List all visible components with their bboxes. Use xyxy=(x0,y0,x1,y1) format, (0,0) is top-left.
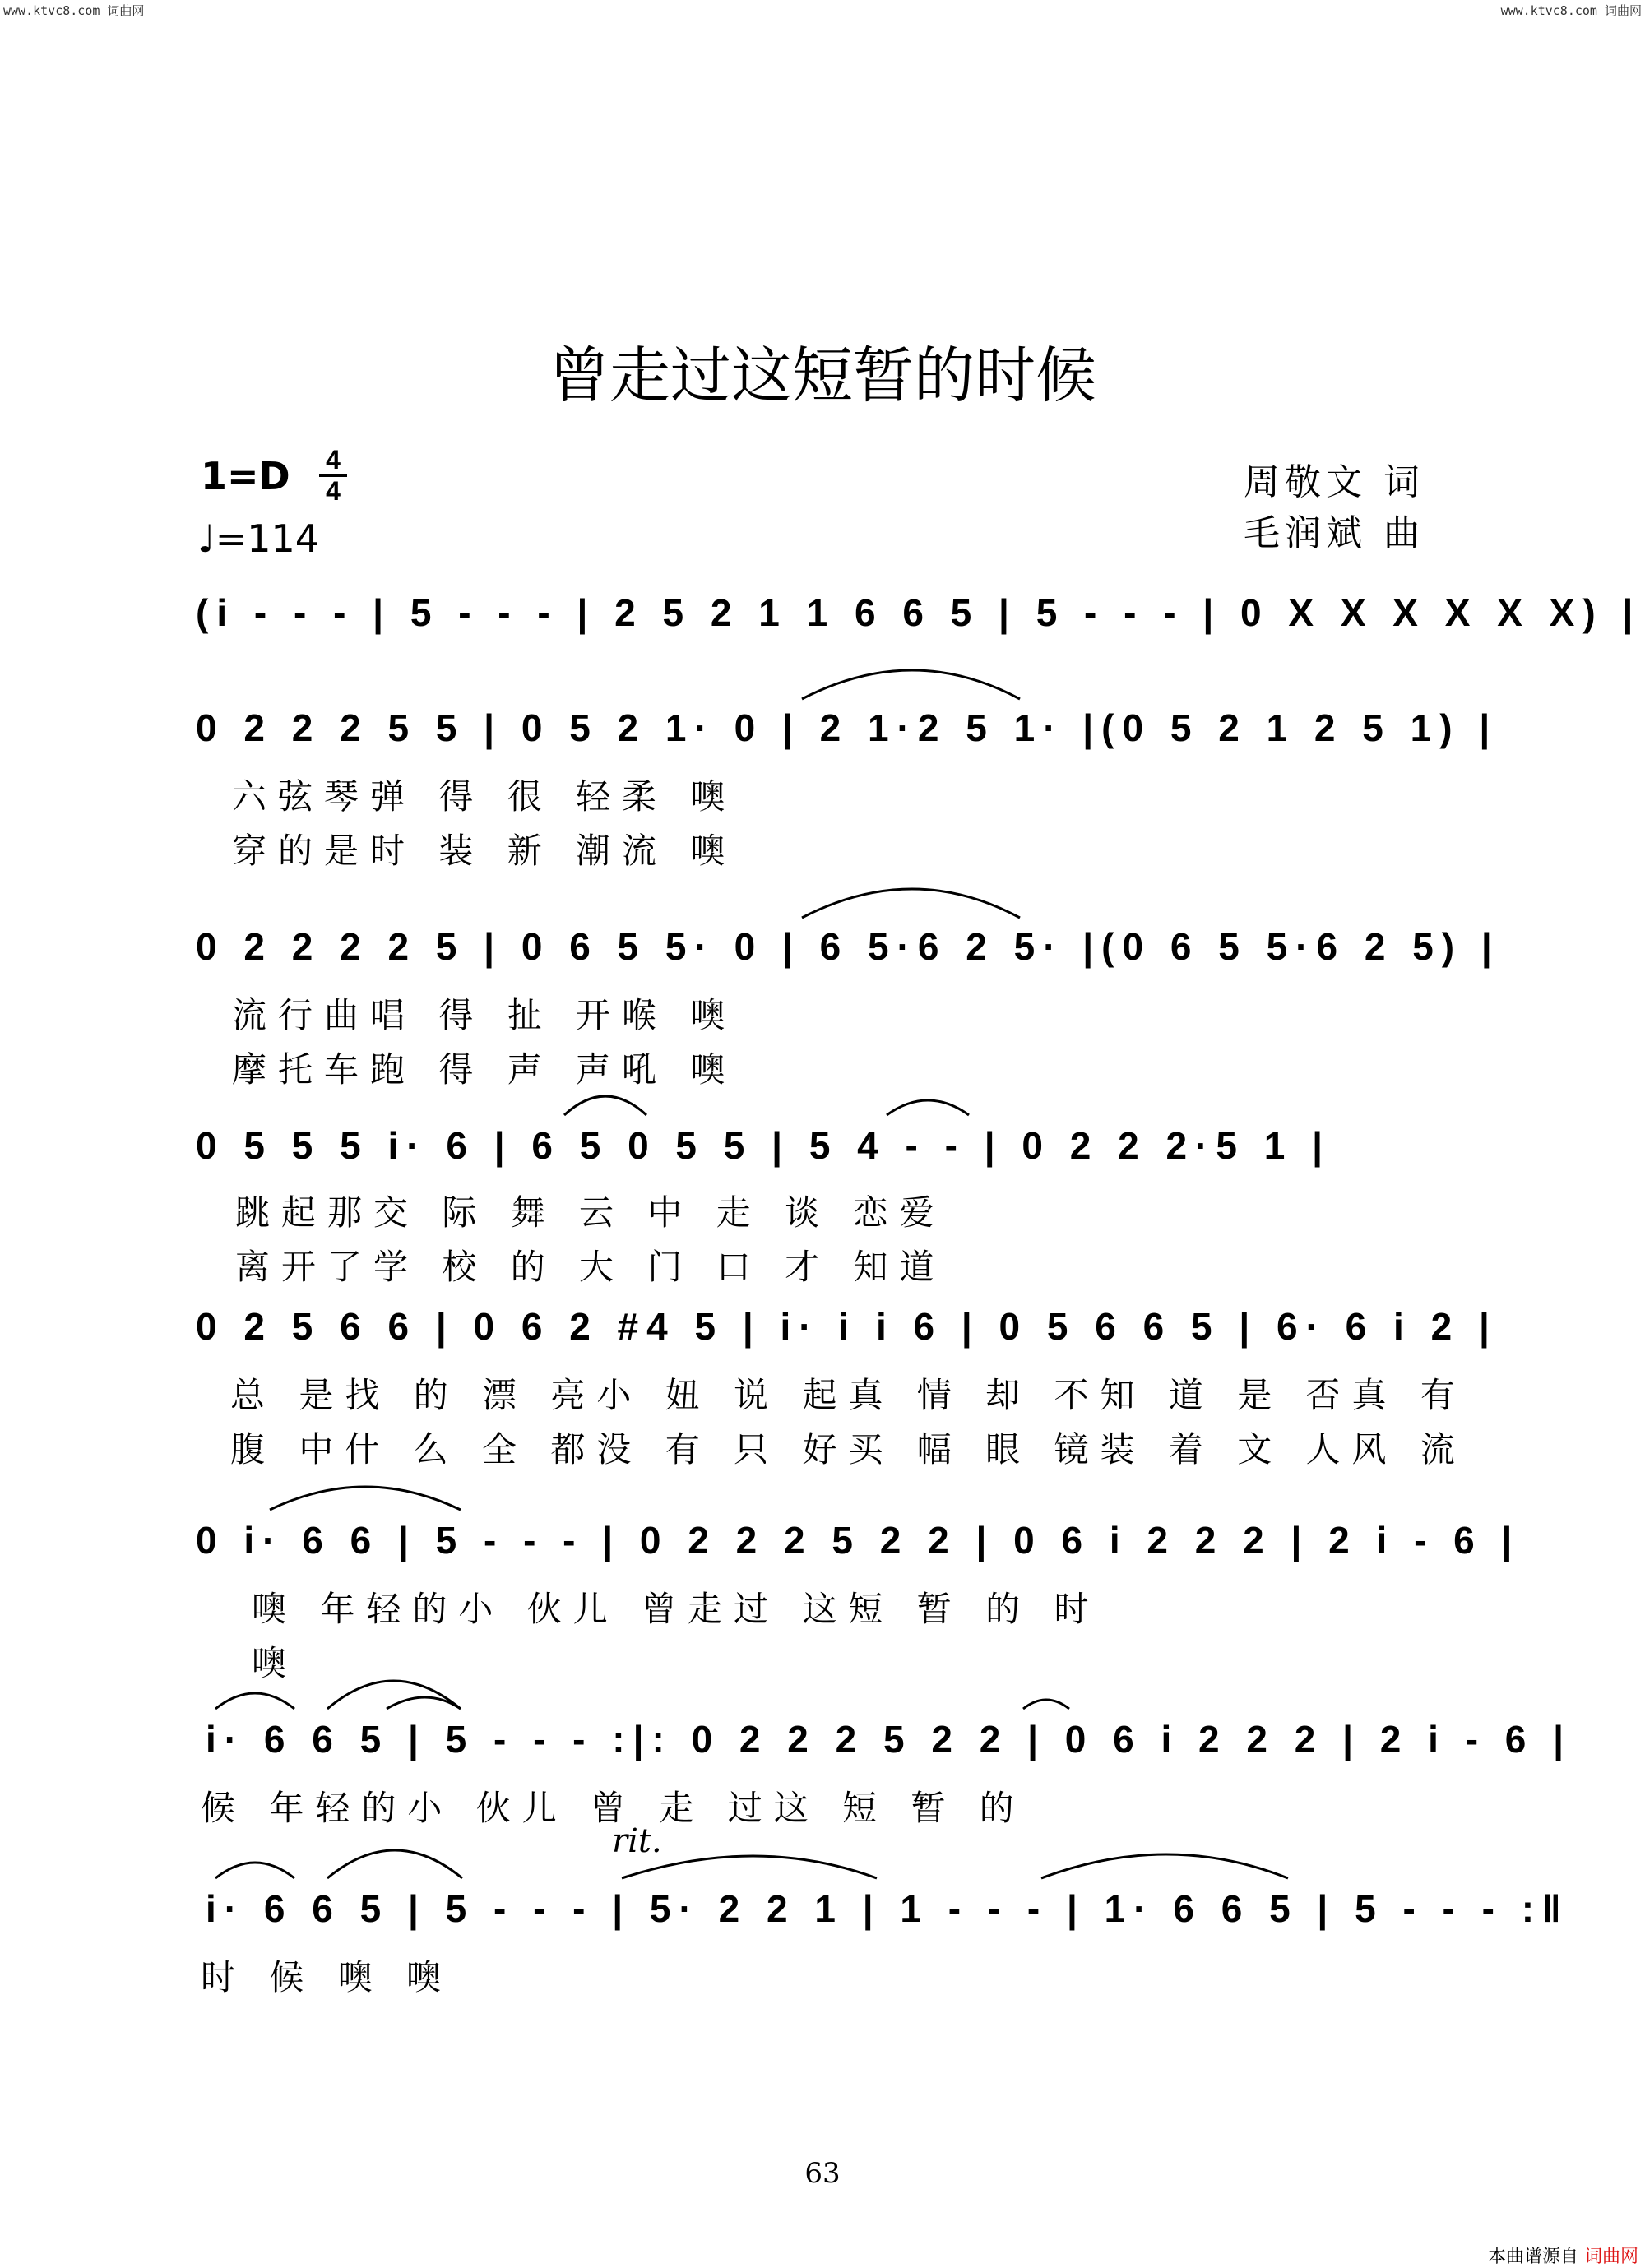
composer-credit: 毛润斌 曲 xyxy=(1244,512,1425,554)
system-5-lyrics-2: 腹 中什 么 全 都没 有 只 好买 幅 眼 镜装 着 文 人风 流 xyxy=(230,1429,1467,1470)
slur-arc xyxy=(802,670,1020,699)
system-8-notes: i· 6 6 5 | 5 - - - | 5· 2 2 1 | 1 - - - | 1· 6 6 5 | 5 - - - :‖ xyxy=(206,1887,1569,1930)
tempo-value: =114 xyxy=(215,516,320,561)
system-4-lyrics-2: 离开了学 校 的 大 门 口 才 知道 xyxy=(235,1247,946,1287)
footer-brand[interactable]: 词曲网 xyxy=(1583,2247,1638,2267)
slur-arc xyxy=(1041,1854,1288,1878)
slur-arc xyxy=(327,1850,462,1878)
time-signature-bottom: 4 xyxy=(326,476,341,506)
page-number: 63 xyxy=(804,2157,841,2190)
system-6-lyrics-1: 噢 年轻的小 伙儿 曾走过 这短 暂 的 时 xyxy=(252,1589,1101,1629)
system-5-lyrics-1: 总 是找 的 漂 亮小 妞 说 起真 情 却 不知 道 是 否真 有 xyxy=(230,1375,1467,1415)
slur-arc xyxy=(1023,1700,1069,1709)
slur-arc xyxy=(215,1693,294,1709)
system-7-lyrics-1: 候 年轻的小 伙儿 曾 走 过这 短 暂 的 xyxy=(201,1788,1026,1828)
slur-arc xyxy=(622,1856,877,1878)
system-2-notes: 0 2 2 2 5 5 | 0 5 2 1· 0 | 2 1·2 5 1· |(0 5 2 1 2 5 1) | xyxy=(196,706,1499,749)
watermark-right: www.ktvc8.com 词曲网 xyxy=(1500,3,1642,18)
system-4-notes: 0 5 5 5 i· 6 | 6 5 0 5 5 | 5 4 - - | 0 2 2 2·5 1 | xyxy=(196,1124,1331,1167)
lyricist-credit: 周敬文 词 xyxy=(1244,461,1425,503)
system-6-lyrics-2: 噢 xyxy=(252,1643,299,1683)
ritardando-marking: rit. xyxy=(612,1822,662,1860)
key-signature: 1=D xyxy=(201,454,290,498)
system-2-lyrics-2: 穿的是时 装 新 潮流 噢 xyxy=(232,831,737,871)
system-3-lyrics-1: 流行曲唱 得 扯 开喉 噢 xyxy=(232,995,737,1035)
watermark-left: www.ktvc8.com 词曲网 xyxy=(3,3,145,18)
system-3-lyrics-2: 摩托车跑 得 声 声吼 噢 xyxy=(232,1049,737,1090)
system-5-notes: 0 2 5 6 6 | 0 6 2 #4 5 | i· i i 6 | 0 5 6 6 5 | 6· 6 i 2 | xyxy=(196,1305,1498,1348)
system-3-notes: 0 2 2 2 2 5 | 0 6 5 5· 0 | 6 5·6 2 5· |(0 6 5 5·6 2 5) | xyxy=(196,925,1500,968)
slur-arc xyxy=(564,1096,646,1115)
system-2-lyrics-1: 六弦琴弹 得 很 轻柔 噢 xyxy=(232,776,737,817)
system-6-notes: 0 i· 6 6 | 5 - - - | 0 2 2 2 5 2 2 | 0 6 i 2 2 2 | 2 i - 6 | xyxy=(196,1519,1521,1562)
slur-arc xyxy=(802,889,1020,918)
system-4-lyrics-1: 跳起那交 际 舞 云 中 走 谈 恋爱 xyxy=(235,1192,946,1233)
footer-source xyxy=(1488,2243,1638,2268)
system-8-lyrics-1: 时 候 噢 噢 xyxy=(201,1957,453,1997)
system-7-notes: i· 6 6 5 | 5 - - - :|: 0 2 2 2 5 2 2 | 0 6 i 2 2 2 | 2 i - 6 | xyxy=(206,1718,1573,1761)
quarter-note-icon: ♩ xyxy=(197,516,215,561)
page-title: 曾走过这短暂的时候 xyxy=(549,340,1096,411)
slur-arc xyxy=(270,1487,461,1510)
time-signature-top: 4 xyxy=(326,445,341,474)
slur-arc xyxy=(887,1100,969,1115)
system-1-notes: (i - - - | 5 - - - | 2 5 2 1 1 6 6 5 | 5 - - - | 0 X X X X X X) | xyxy=(196,591,1642,634)
slur-arc xyxy=(215,1863,294,1878)
footer-text: 本曲谱源自 xyxy=(1487,2247,1578,2267)
